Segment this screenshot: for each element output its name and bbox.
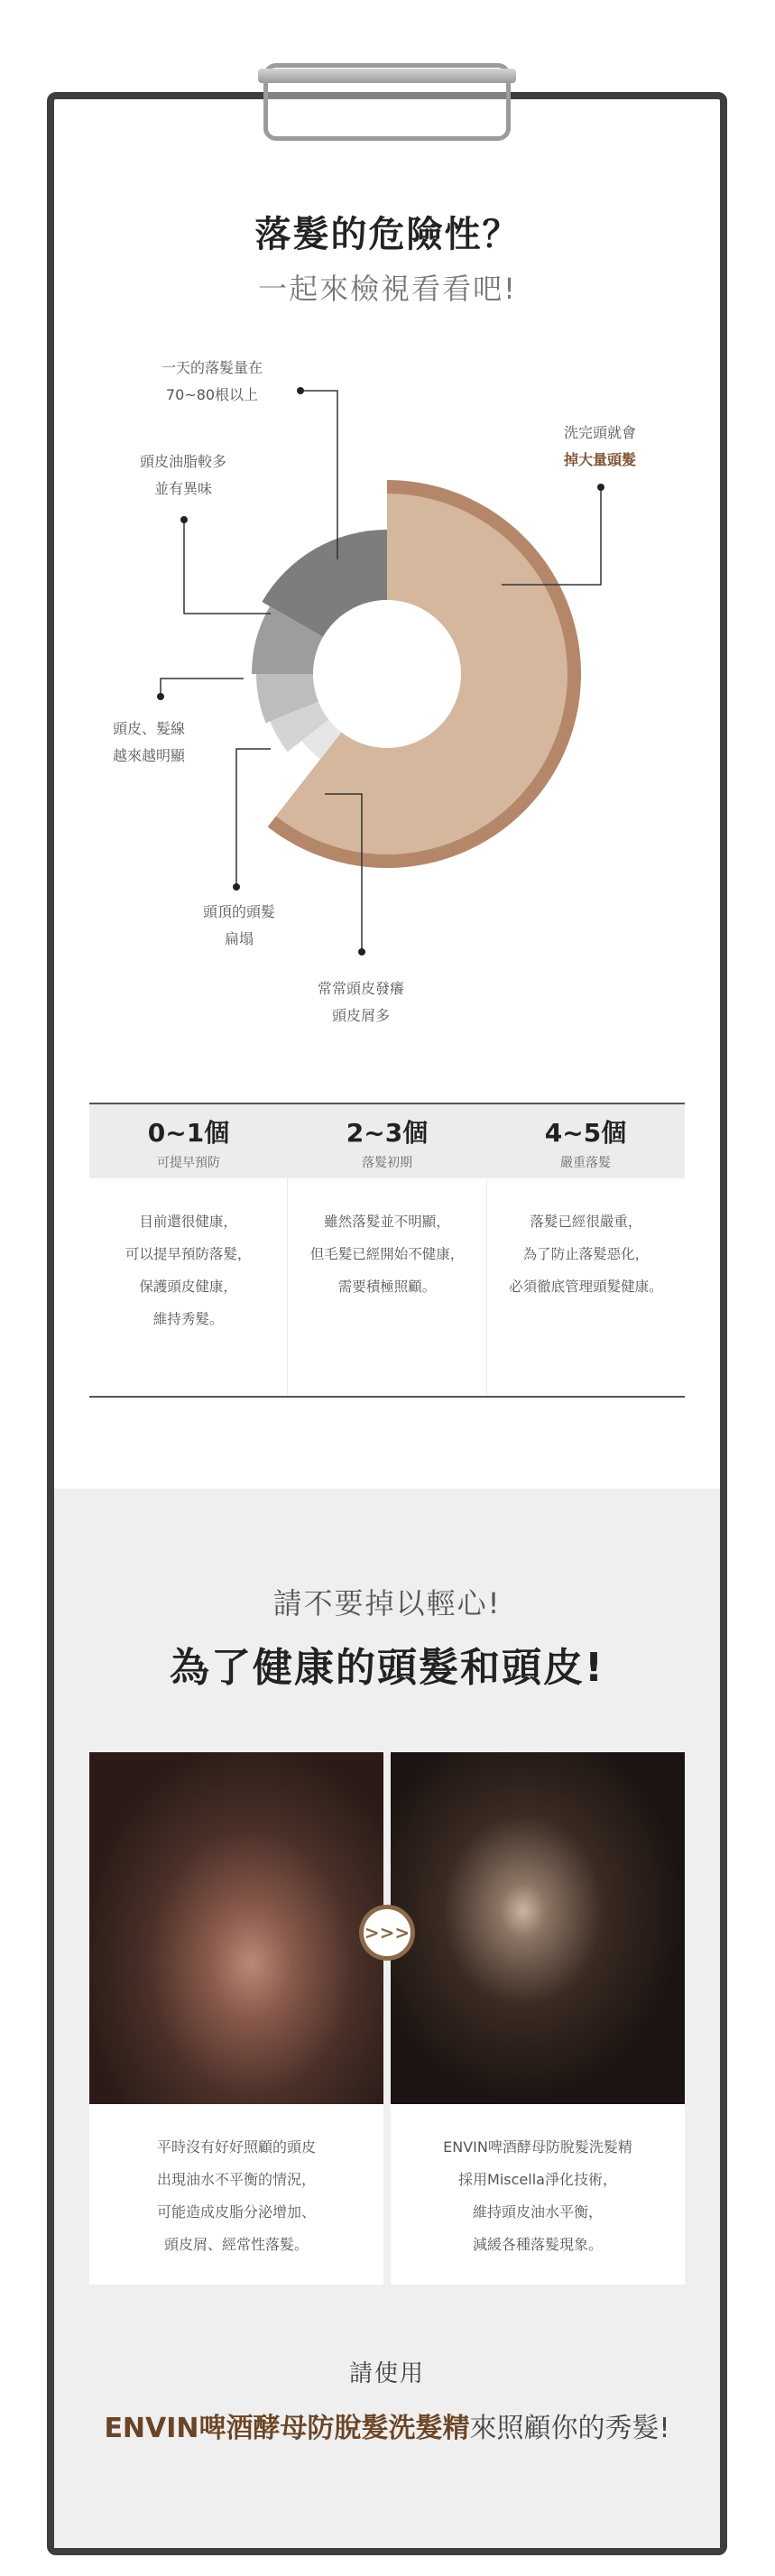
section-heading: 為了健康的頭髮和頭皮! — [169, 1645, 605, 1691]
label-after-wash: 洗完頭就會 掉大量頭髮 — [563, 424, 636, 468]
hair-loss-diagram — [0, 0, 775, 1083]
page-title: 落髮的危險性？ — [254, 214, 521, 255]
leader-oily — [184, 520, 271, 614]
label-dandruff: 常常頭皮發癢 頭皮屑多 — [317, 980, 404, 1024]
before-caption: 平時沒有好好照顧的頭皮 出現油水不平衡的情況， 可能造成皮脂分泌增加、 頭皮屑、經常性落髮。 — [89, 2104, 383, 2285]
label-crown: 頭頂的頭髮 扁塌 — [202, 903, 275, 947]
after-scalp-photo — [391, 1752, 685, 2104]
use-prompt: 請使用 — [348, 2360, 425, 2387]
brand-name: ENVIN啤酒酵母防脫髮洗髮精 — [104, 2413, 470, 2444]
section-subheading: 請不要掉以輕心! — [272, 1586, 502, 1620]
arrow-right-icon: >>> — [359, 1905, 415, 1961]
table-bottom-rule — [89, 1396, 685, 1398]
label-hairline: 頭皮、髮線 越來越明顯 — [112, 720, 185, 764]
leader-crown — [236, 749, 271, 887]
table-header — [89, 1104, 685, 1178]
after-caption: ENVIN啤酒酵母防脫髮洗髮精 採用Miscella淨化技術， 維持頭皮油水平衡， 減緩各種落髮現象。 — [391, 2104, 685, 2285]
table-cell: 雖然落髮並不明顯， 但毛髮已經開始不健康， 需要積極照顧。 — [287, 1178, 485, 1395]
table-header-col: 4~5個 嚴重落髮 — [544, 1118, 627, 1170]
before-scalp-photo — [89, 1752, 383, 2104]
leader-hairline — [161, 679, 244, 697]
diagram-center — [313, 600, 461, 748]
table-cell: 目前還很健康， 可以提早預防落髮， 保護頭皮健康， 維持秀髮。 — [125, 1214, 252, 1327]
table-body — [89, 1178, 685, 1395]
label-daily-loss: 一天的落髮量在 70~80根以上 — [161, 359, 263, 403]
table-cell: 落髮已經很嚴重， 為了防止落髮惡化， 必須徹底管理頭髮健康。 — [486, 1178, 685, 1395]
use-product-line: ENVIN啤酒酵母防脫髮洗髮精來照顧你的秀髮! — [104, 2413, 670, 2444]
leader-daily-loss — [300, 391, 337, 559]
table-header-col: 2~3個 落髮初期 — [346, 1118, 429, 1170]
label-oily-scalp: 頭皮油脂較多 並有異味 — [139, 453, 226, 497]
table-header-col: 0~1個 可提早預防 — [147, 1118, 230, 1170]
page-subtitle: 一起來檢視看看吧! — [258, 272, 517, 306]
